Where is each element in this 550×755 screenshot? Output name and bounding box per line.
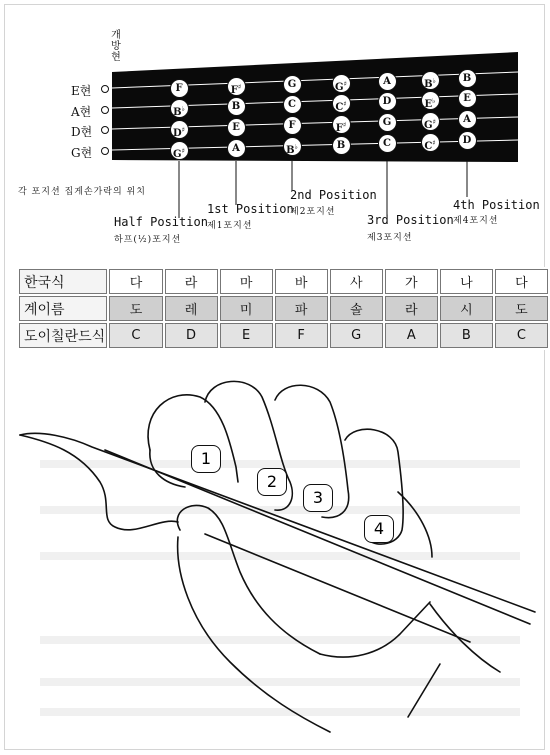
note-marker: [421, 71, 440, 90]
thumb-outline: [177, 505, 320, 654]
table-cell: A: [385, 323, 438, 348]
note-marker: [378, 72, 397, 91]
note-letter: F: [230, 84, 238, 96]
note-marker: [458, 69, 477, 88]
note-marker: [227, 139, 246, 158]
note-marker: [283, 75, 302, 94]
table-cell: 다: [109, 269, 162, 294]
table-cell: 바: [275, 269, 328, 294]
note-marker: [227, 97, 246, 116]
note-letter: C: [335, 101, 344, 113]
note-letter: G: [335, 81, 344, 93]
note-letter: F: [288, 120, 296, 132]
finger-number-2: 2: [257, 468, 287, 496]
open-string-dot: [101, 85, 109, 93]
note-letter: G: [424, 119, 433, 131]
note-letter: B: [336, 139, 346, 151]
note-marker: [332, 74, 351, 93]
string-label-a: A현: [71, 105, 92, 119]
string-label-g: G현: [71, 146, 93, 160]
note-marker: [332, 94, 351, 113]
table-cell: 도: [109, 296, 162, 321]
position-4-ko: 제4포지션: [453, 216, 499, 226]
note-letter: D: [172, 127, 182, 139]
note-letter: B: [173, 106, 182, 118]
note-letter: D: [462, 134, 472, 146]
note-letter: A: [232, 142, 240, 154]
table-cell: 나: [440, 269, 493, 294]
table-cell: 도: [495, 296, 548, 321]
table-cell: 솔: [330, 296, 383, 321]
note-marker: [227, 118, 246, 137]
table-cell: 다: [495, 269, 548, 294]
violin-neck-bottom: [205, 534, 470, 642]
note-marker: [378, 134, 397, 153]
note-marker: [421, 112, 440, 131]
note-accidental: ♯: [432, 116, 436, 126]
table-cell: 파: [275, 296, 328, 321]
note-marker: [458, 89, 477, 108]
row-header: 도이칠란드식: [19, 323, 107, 348]
note-letter: E: [463, 92, 471, 104]
note-marker: [170, 99, 189, 118]
finger-number-4: 4: [364, 515, 394, 543]
note-accidental: ♭: [294, 142, 298, 152]
note-letter: D: [382, 96, 392, 108]
finger-number-3: 3: [303, 484, 333, 512]
table-cell: 사: [330, 269, 383, 294]
note-accidental: ♯: [181, 145, 185, 155]
position-half-ko: 하프(½)포지션: [114, 235, 182, 245]
table-row-solfege: [19, 296, 548, 321]
table-cell: 라: [385, 296, 438, 321]
position-1-title: 1st Position: [207, 202, 294, 216]
note-marker: [283, 95, 302, 114]
note-marker: [421, 91, 440, 110]
position-half-title: Half Position: [114, 215, 208, 229]
position-4-title: 4th Position: [453, 198, 540, 212]
open-string-dot: [101, 106, 109, 114]
note-accidental: ♯: [343, 78, 347, 88]
note-marker: [170, 120, 189, 139]
note-letter: C: [288, 99, 296, 111]
finger-number-1: 1: [191, 445, 221, 473]
note-accidental: ♭: [432, 75, 436, 85]
note-letter: E: [232, 121, 240, 133]
note-name-table: [17, 267, 550, 350]
note-letter: C: [424, 140, 433, 152]
violin-fingerboard-edge: [105, 450, 530, 624]
note-accidental: ♭: [181, 103, 185, 113]
note-letter: B: [286, 145, 295, 157]
note-accidental: ♯: [181, 124, 186, 134]
note-marker: [458, 131, 477, 150]
note-marker: [421, 133, 440, 152]
string-label-e: E현: [71, 84, 92, 98]
palm-outline: [178, 537, 330, 732]
string-label-d: D현: [71, 125, 93, 139]
note-accidental: ♯: [342, 119, 347, 129]
note-marker: [170, 79, 189, 98]
note-accidental: ♯: [343, 98, 347, 108]
table-cell: B: [440, 323, 493, 348]
table-row-german: [19, 323, 548, 348]
note-marker: [170, 141, 189, 160]
position-3-title: 3rd Position: [367, 213, 454, 227]
position-2-title: 2nd Position: [290, 188, 377, 202]
row-header: 계이름: [19, 296, 107, 321]
table-row-korean: [19, 269, 548, 294]
position-3-ko: 제3포지션: [367, 233, 413, 243]
index-finger-caption: 각 포지션 집게손가락의 위치: [18, 187, 146, 197]
table-cell: F: [275, 323, 328, 348]
note-letter: A: [383, 76, 391, 88]
table-cell: 레: [165, 296, 218, 321]
note-letter: A: [463, 113, 471, 125]
note-letter: G: [173, 148, 182, 160]
note-marker: [332, 115, 351, 134]
note-marker: [283, 137, 302, 156]
table-cell: C: [109, 323, 162, 348]
note-letter: E: [424, 98, 433, 110]
note-letter: B: [424, 78, 433, 90]
position-1-ko: 제1포지션: [207, 221, 253, 231]
bleed-through-lines: [40, 464, 520, 712]
hand-illustration: [0, 372, 550, 755]
note-accidental: ♭: [432, 95, 436, 105]
position-2-ko: 제2포지션: [290, 207, 336, 217]
table-cell: 미: [220, 296, 273, 321]
wrist-top: [320, 602, 430, 657]
table-cell: 시: [440, 296, 493, 321]
note-accidental: ♯: [432, 137, 436, 147]
note-accidental: ♯: [237, 81, 242, 91]
table-cell: D: [165, 323, 218, 348]
table-cell: G: [330, 323, 383, 348]
hand-drawing: [0, 372, 550, 755]
table-cell: 마: [220, 269, 273, 294]
note-letter: G: [287, 79, 297, 91]
table-cell: 가: [385, 269, 438, 294]
note-marker: [458, 110, 477, 129]
note-letter: B: [231, 100, 241, 112]
note-marker: [378, 113, 397, 132]
open-string-label: 개방현: [111, 30, 121, 63]
note-marker: [227, 77, 246, 96]
note-letter: C: [383, 138, 391, 150]
note-letter: F: [175, 82, 183, 94]
note-marker: [332, 136, 351, 155]
open-string-dot: [101, 126, 109, 134]
note-letter: B: [462, 72, 472, 84]
note-marker: [378, 92, 397, 111]
fingerboard-diagram: [0, 0, 550, 260]
row-header: 한국식: [19, 269, 107, 294]
open-string-dot: [101, 147, 109, 155]
table-cell: C: [495, 323, 548, 348]
note-marker: [283, 116, 302, 135]
note-letter: F: [335, 122, 343, 134]
table-cell: 라: [165, 269, 218, 294]
note-letter: G: [382, 117, 392, 129]
table-cell: E: [220, 323, 273, 348]
